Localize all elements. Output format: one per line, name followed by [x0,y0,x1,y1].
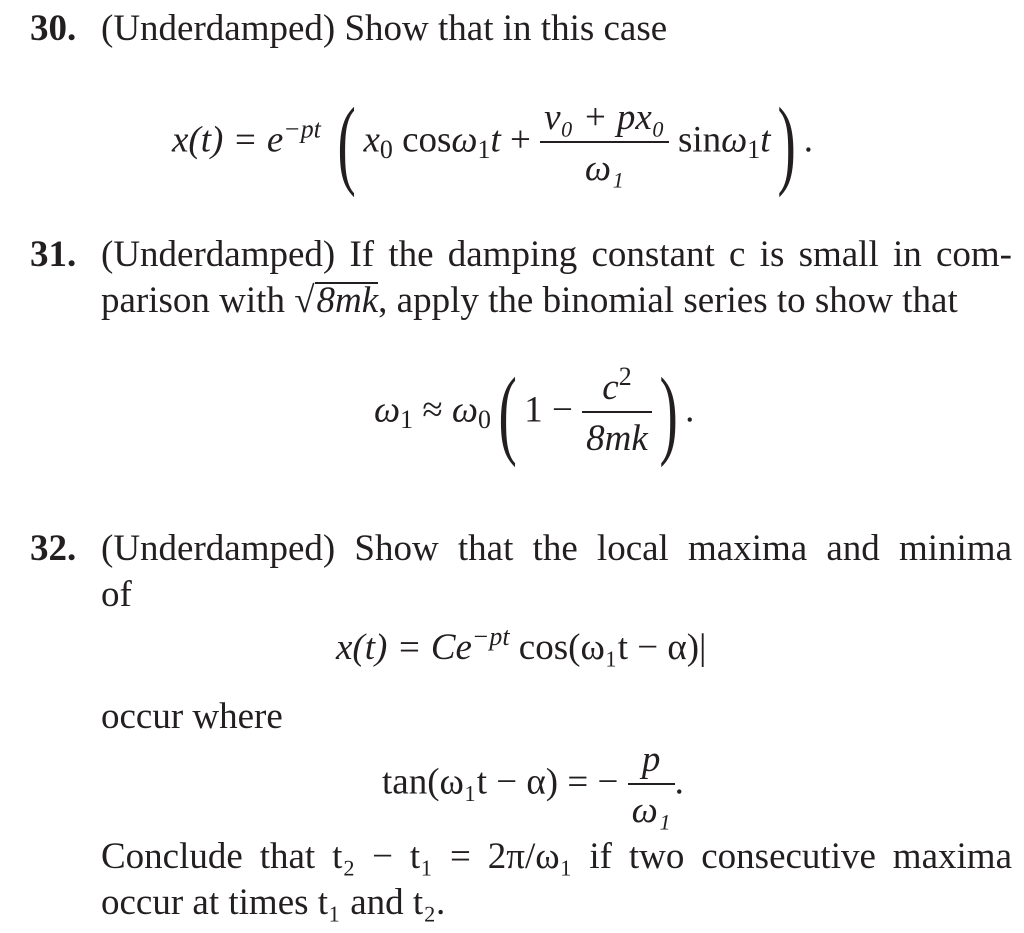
problem-number: 32. [30,528,77,569]
left-paren: ( [498,357,517,468]
equation-31: $\omega_1 \approx \omega_0$( 1 − $\frac{c^2}{8mk}$ ) . [374,357,695,468]
equation-32b: tan(ω₁t − α) = − $\frac{p}{\text{ω₁}}$ . [382,739,684,831]
eq-term1: x [363,119,380,161]
equation-30: $x(t) = e^{-pt}$ ( $x_0$ cosω$_1$t + $\frac{\text{v₀ + px₀}}{\text{ω₁}}$ sinω$_1$t) . [172,87,814,198]
eq-one: 1 − [524,389,573,431]
eq-omega-sub: 1 [477,134,491,164]
eq-omega: ω [451,119,478,161]
eq-fraction [540,96,669,190]
left-paren: ( [337,87,356,198]
eq-approx: ≈ [422,389,443,431]
problem-number: 31. [30,234,77,275]
problem-number: 30. [30,8,77,49]
eq-end: . [803,119,814,161]
eq-plus: + [510,119,531,161]
problem-text-line2: of [101,574,132,615]
eq-fraction: $\frac{c^2}{8mk}$ [582,366,652,460]
right-paren: ) [777,87,797,198]
eq-fraction: $\frac{p}{\text{ω₁}}$ [628,738,675,832]
eq-sin: sin [677,119,722,161]
text-cursor: | [699,627,707,668]
problem-text-line2: parison with √8mk, apply the binomial series to show that [101,278,1012,324]
frac-denominator: ω₁ [540,141,669,190]
right-paren: ) [659,357,678,468]
equation-32a: $x(t) = Ce^{-pt}$ cos(ω₁t − α)| [336,621,707,668]
eq-t: t [490,119,501,161]
sqrt-expression: √8mk [294,280,379,321]
eq-exponent: −pt [283,114,321,144]
frac-numerator: v₀ + px₀ [544,97,665,138]
eq-rhs: ω [451,389,479,431]
eq-term1-sub: 0 [379,134,393,164]
eq-lhs: x(t) = e [172,119,284,161]
eq-lhs: ω [374,389,401,431]
eq-cos: cos [402,119,452,161]
problem-text: (Underdamped) Show that in this case [101,8,668,49]
problem-text-line1: (Underdamped) If the damping constant c is small in com- [101,234,1012,275]
problem-text-line1: (Underdamped) Show that the local maxima and minima [101,528,1012,569]
